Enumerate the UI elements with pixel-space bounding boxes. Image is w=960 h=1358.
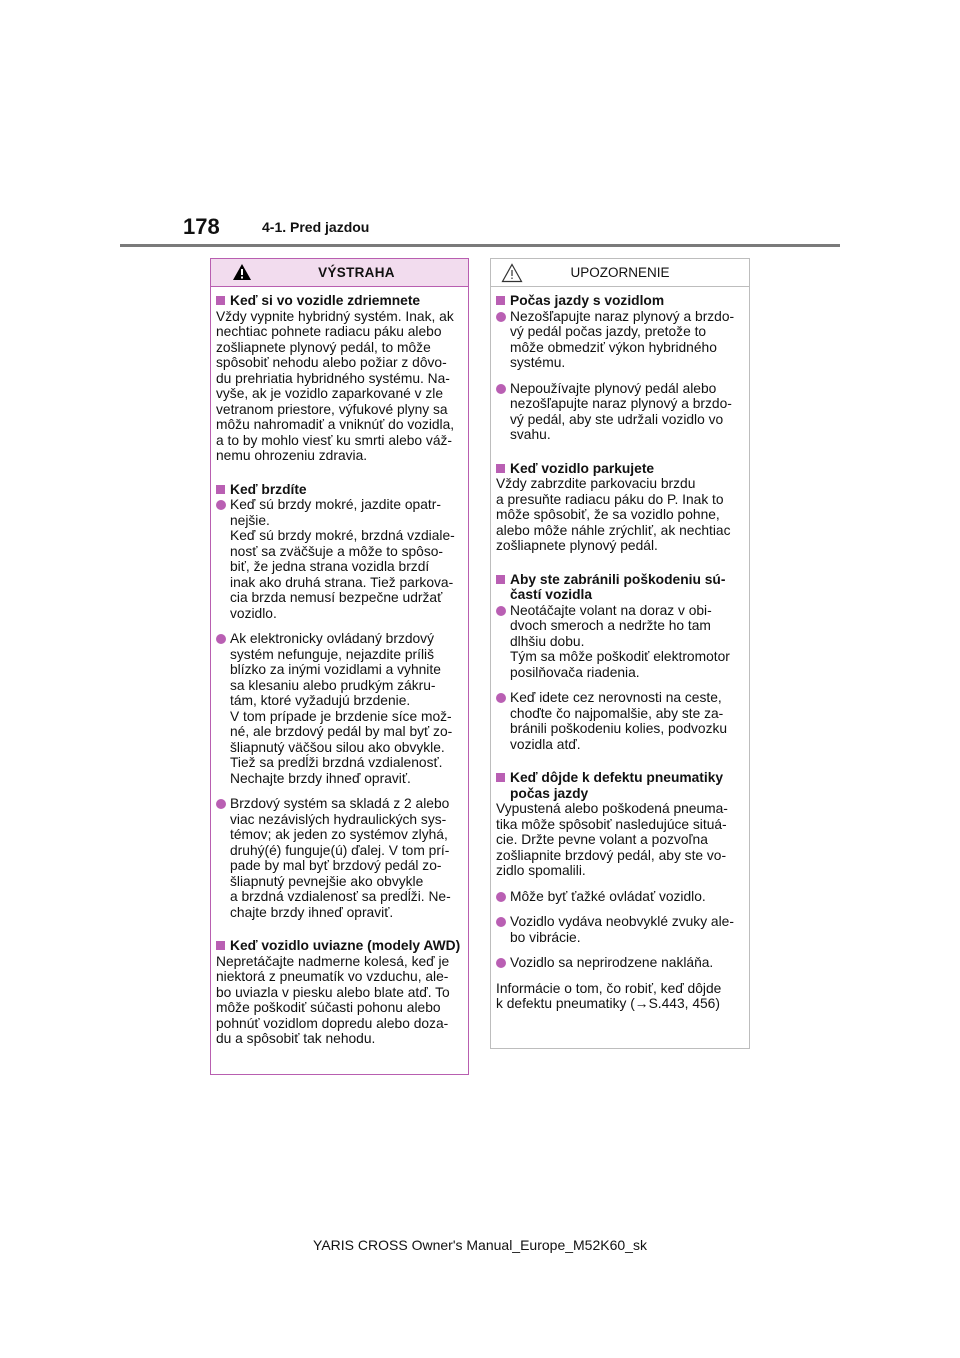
text-line: viac nezávislých hydraulických sys- [230, 811, 447, 827]
warning-title: VÝSTRAHA [318, 265, 395, 280]
section-heading [496, 293, 742, 309]
paragraph [496, 476, 742, 554]
text-line: bo uviazla v piesku alebo blate atď. To [216, 984, 450, 1000]
section-heading-text [230, 293, 461, 309]
bullet-item [496, 690, 742, 752]
text-line: tám, ktoré vyžadujú brzdenie. [230, 693, 411, 708]
text-line: Tým sa môže poškodiť elektromotor [510, 649, 730, 664]
bullet-text [230, 796, 461, 920]
round-bullet-icon [496, 312, 506, 322]
section-heading-text [230, 482, 461, 498]
text-line: pohnúť vozidlom dopredu alebo doza- [216, 1015, 449, 1031]
bullet-text [510, 603, 742, 681]
warning-content [216, 287, 461, 1047]
text-line: a presuňte radiacu páku do P. Inak to [496, 491, 724, 507]
text-line: Vypustená alebo poškodená pneuma- [496, 801, 728, 816]
text-line: Brzdový systém sa skladá z 2 alebo [230, 796, 450, 811]
text-line: systém nefunguje, nejazdite príliš [230, 646, 434, 662]
round-bullet-icon [496, 892, 506, 902]
text-line: a to by mohlo viesť ku smrti alebo váž- [216, 432, 452, 448]
section-heading [496, 770, 742, 801]
text-line: vozidlo. [230, 605, 277, 621]
text-line: vyše, ak je vozidlo zaparkované v zle [216, 386, 443, 401]
text-line: môže obmedziť výkon hybridného [510, 339, 717, 355]
text-line: druhý(é) funguje(ú) ďalej. V tom prí- [230, 842, 450, 858]
bullet-text [510, 690, 742, 752]
text-line: môžu nahromadiť a vniknúť do vozidla, [216, 417, 455, 432]
bullet-text [510, 309, 742, 371]
text-line: V tom prípade je brzdenie síce mož- [230, 708, 452, 724]
bullet-item [216, 497, 461, 621]
text-line: Neotáčajte volant na doraz v obi- [510, 602, 712, 618]
section-heading [216, 482, 461, 498]
section-heading-text [230, 938, 461, 954]
heading-line: častí vozidla [510, 587, 593, 602]
text-line: Vždy zabrzdite parkovaciu brzdu [496, 476, 696, 491]
block-spacer [216, 464, 461, 474]
paragraph [216, 309, 461, 464]
text-line: Môže byť ťažké ovládať vozidlo. [510, 888, 706, 904]
bullet-item [496, 381, 742, 443]
square-bullet-icon [496, 773, 505, 782]
text-line: Nechajte brzdy ihneď opraviť. [230, 770, 411, 786]
text-line: Vozidlo vydáva neobvyklé zvuky ale- [510, 914, 734, 929]
bullet-item [216, 631, 461, 786]
section-heading-text [510, 293, 742, 309]
text-line: posilňovača riadenia. [510, 664, 640, 680]
text-line: du prehriatia hybridného systému. Na- [216, 370, 450, 386]
round-bullet-icon [496, 384, 506, 394]
section-heading [216, 938, 461, 954]
heading-line: počas jazdy [510, 785, 589, 801]
text-line: Nepoužívajte plynový pedál alebo [510, 380, 717, 396]
block-spacer [216, 920, 461, 930]
section-title: 4-1. Pred jazdou [262, 219, 370, 235]
text-line: cia brzda nemusí bezpečne udržať [230, 590, 443, 605]
bullet-text [510, 381, 742, 443]
text-line: nemu ohrozeniu zdravia. [216, 448, 368, 463]
section-heading [496, 572, 742, 603]
bullet-item [496, 955, 742, 971]
text-line: alebo môže náhle zrýchliť, ak nechtiac [496, 522, 731, 538]
warning-triangle-icon [232, 263, 252, 281]
text-line: biť, že jedna strana vozidla brzdí [230, 559, 430, 574]
text-line: choďte čo najpomalšie, aby ste za- [510, 705, 724, 721]
text-line: šliapnutý pevnejšie ako obvykle [230, 873, 424, 889]
round-bullet-icon [496, 917, 506, 927]
text-line: bránili poškodeniu kolies, podvozku [510, 721, 728, 736]
text-line: dlhšiu dobu. [510, 633, 585, 649]
text-line: vozidla atď. [510, 736, 581, 752]
block-spacer [496, 752, 742, 762]
text-line: Nezošľapujte naraz plynový a brzdo- [510, 308, 735, 324]
caution-content [496, 287, 742, 1012]
text-line: vetranom priestore, výfukové plyny sa [216, 401, 448, 417]
round-bullet-icon [496, 693, 506, 703]
square-bullet-icon [216, 941, 225, 950]
page-footer: YARIS CROSS Owner's Manual_Europe_M52K60_sk [313, 1237, 647, 1253]
text-line: Keď sú brzdy mokré, jazdite opatr- [230, 497, 441, 512]
round-bullet-icon [496, 958, 506, 968]
text-line: Keď idete cez nerovnosti na ceste, [510, 690, 722, 705]
square-bullet-icon [496, 575, 505, 584]
text-line: chajte brzdy ihneď opraviť. [230, 904, 394, 920]
warning-box-header [211, 259, 468, 287]
round-bullet-icon [216, 500, 226, 510]
warning-triangle-icon [501, 263, 523, 283]
text-line: zošliapnete plynový pedál, to môže [216, 339, 431, 355]
bullet-item [496, 309, 742, 371]
section-heading [496, 461, 742, 477]
text-line: zošliapnite brzdový pedál, aby ste vo- [496, 847, 727, 863]
caution-title: UPOZORNENIE [570, 265, 670, 280]
heading-line: Keď vozidlo parkujete [510, 460, 655, 476]
text-line: k defektu pneumatiky (→S.443, 456) [496, 996, 720, 1011]
text-line: bo vibrácie. [510, 929, 581, 945]
warning-box [210, 258, 469, 1075]
text-line: vý pedál počas jazdy, pretože to [510, 324, 707, 339]
bullet-text [510, 955, 742, 971]
square-bullet-icon [496, 464, 505, 473]
block-spacer [496, 443, 742, 453]
block-spacer [496, 554, 742, 564]
bullet-item [496, 914, 742, 945]
heading-line: Keď dôjde k defektu pneumatiky [510, 770, 724, 785]
heading-line: Keď brzdíte [230, 481, 307, 497]
bullet-text [230, 631, 461, 786]
text-line: Keď sú brzdy mokré, brzdná vzdiale- [230, 528, 455, 543]
text-line: môže spôsobiť, že sa vozidlo pohne, [496, 507, 720, 522]
paragraph [496, 981, 742, 1012]
text-line: a brzdná vzdialenosť sa predĺži. Ne- [230, 889, 451, 904]
text-line: zidlo spomalili. [496, 863, 586, 878]
text-line: né, ale brzdový pedál by mal byť zo- [230, 724, 453, 739]
bullet-item [496, 889, 742, 905]
square-bullet-icon [496, 296, 505, 305]
heading-line: Aby ste zabránili poškodeniu sú- [510, 571, 726, 587]
text-line: vý pedál, aby ste udržali vozidlo vo [510, 411, 724, 427]
text-line: Vždy vypnite hybridný systém. Inak, ak [216, 308, 454, 324]
text-line: nosť sa zväčšuje a môže to spôso- [230, 543, 443, 559]
text-line: cie. Držte pevne volant a pozvoľna [496, 832, 708, 847]
text-line: nejšie. [230, 512, 270, 528]
text-line: dvoch smeroch a nedržte ho tam [510, 618, 711, 633]
text-line: blízko za inými vozidlami a vyhnite [230, 662, 441, 677]
text-line: pade by mal byť brzdový pedál zo- [230, 858, 442, 873]
caution-box-header [491, 259, 749, 287]
text-line: Ak elektronicky ovládaný brzdový [230, 631, 434, 646]
round-bullet-icon [216, 799, 226, 809]
text-line: spôsobiť nehodu alebo požiar z dôvo- [216, 355, 447, 370]
paragraph [216, 954, 461, 1047]
page-number: 178 [183, 214, 220, 239]
section-heading-text [510, 461, 742, 477]
text-line: Informácie o tom, čo robiť, keď dôjde [496, 980, 722, 996]
square-bullet-icon [216, 485, 225, 494]
text-line: nechtiac pohnete radiacu páku alebo [216, 324, 442, 339]
section-heading-text [510, 572, 742, 603]
text-line: nezošľapujte naraz plynový a brzdo- [510, 396, 732, 411]
heading-line: Keď si vo vozidle zdriemnete [230, 293, 421, 308]
round-bullet-icon [496, 606, 506, 616]
bullet-text [230, 497, 461, 621]
text-line: du a spôsobiť tak nehodu. [216, 1031, 376, 1046]
bullet-text [510, 889, 742, 905]
section-heading-text [510, 770, 742, 801]
text-line: Nepretáčajte nadmerne kolesá, keď je [216, 953, 450, 969]
heading-line: Počas jazdy s vozidlom [510, 293, 665, 308]
text-line: tika môže spôsobiť nasledujúce situá- [496, 816, 727, 832]
section-heading [216, 293, 461, 309]
bullet-item [496, 603, 742, 681]
text-line: zošliapnete plynový pedál. [496, 538, 658, 553]
text-line: témov; ak jeden zo systémov zlyhá, [230, 827, 448, 842]
header-divider [120, 244, 840, 247]
text-line: Vozidlo sa neprirodzene nakláňa. [510, 955, 714, 970]
paragraph [496, 801, 742, 879]
caution-box [490, 258, 750, 1049]
text-line: Tiež sa predĺži brzdná vzdialenosť. [230, 755, 443, 770]
page-header [0, 0, 960, 250]
text-line: svahu. [510, 427, 551, 442]
text-line: šliapnutý väčšou silou ako obvykle. [230, 739, 445, 755]
square-bullet-icon [216, 296, 225, 305]
text-line: inak ako druhá strana. Tiež parkova- [230, 574, 454, 590]
heading-line: Keď vozidlo uviazne (modely AWD) [230, 938, 461, 953]
bullet-text [510, 914, 742, 945]
text-line: môže poškodiť súčasti pohonu alebo [216, 1000, 441, 1015]
text-line: sa klesaniu alebo prudkým zákru- [230, 677, 436, 693]
bullet-item [216, 796, 461, 920]
text-line: niektorá z pneumatík vo vzduchu, ale- [216, 969, 449, 984]
text-line: systému. [510, 355, 566, 370]
round-bullet-icon [216, 634, 226, 644]
